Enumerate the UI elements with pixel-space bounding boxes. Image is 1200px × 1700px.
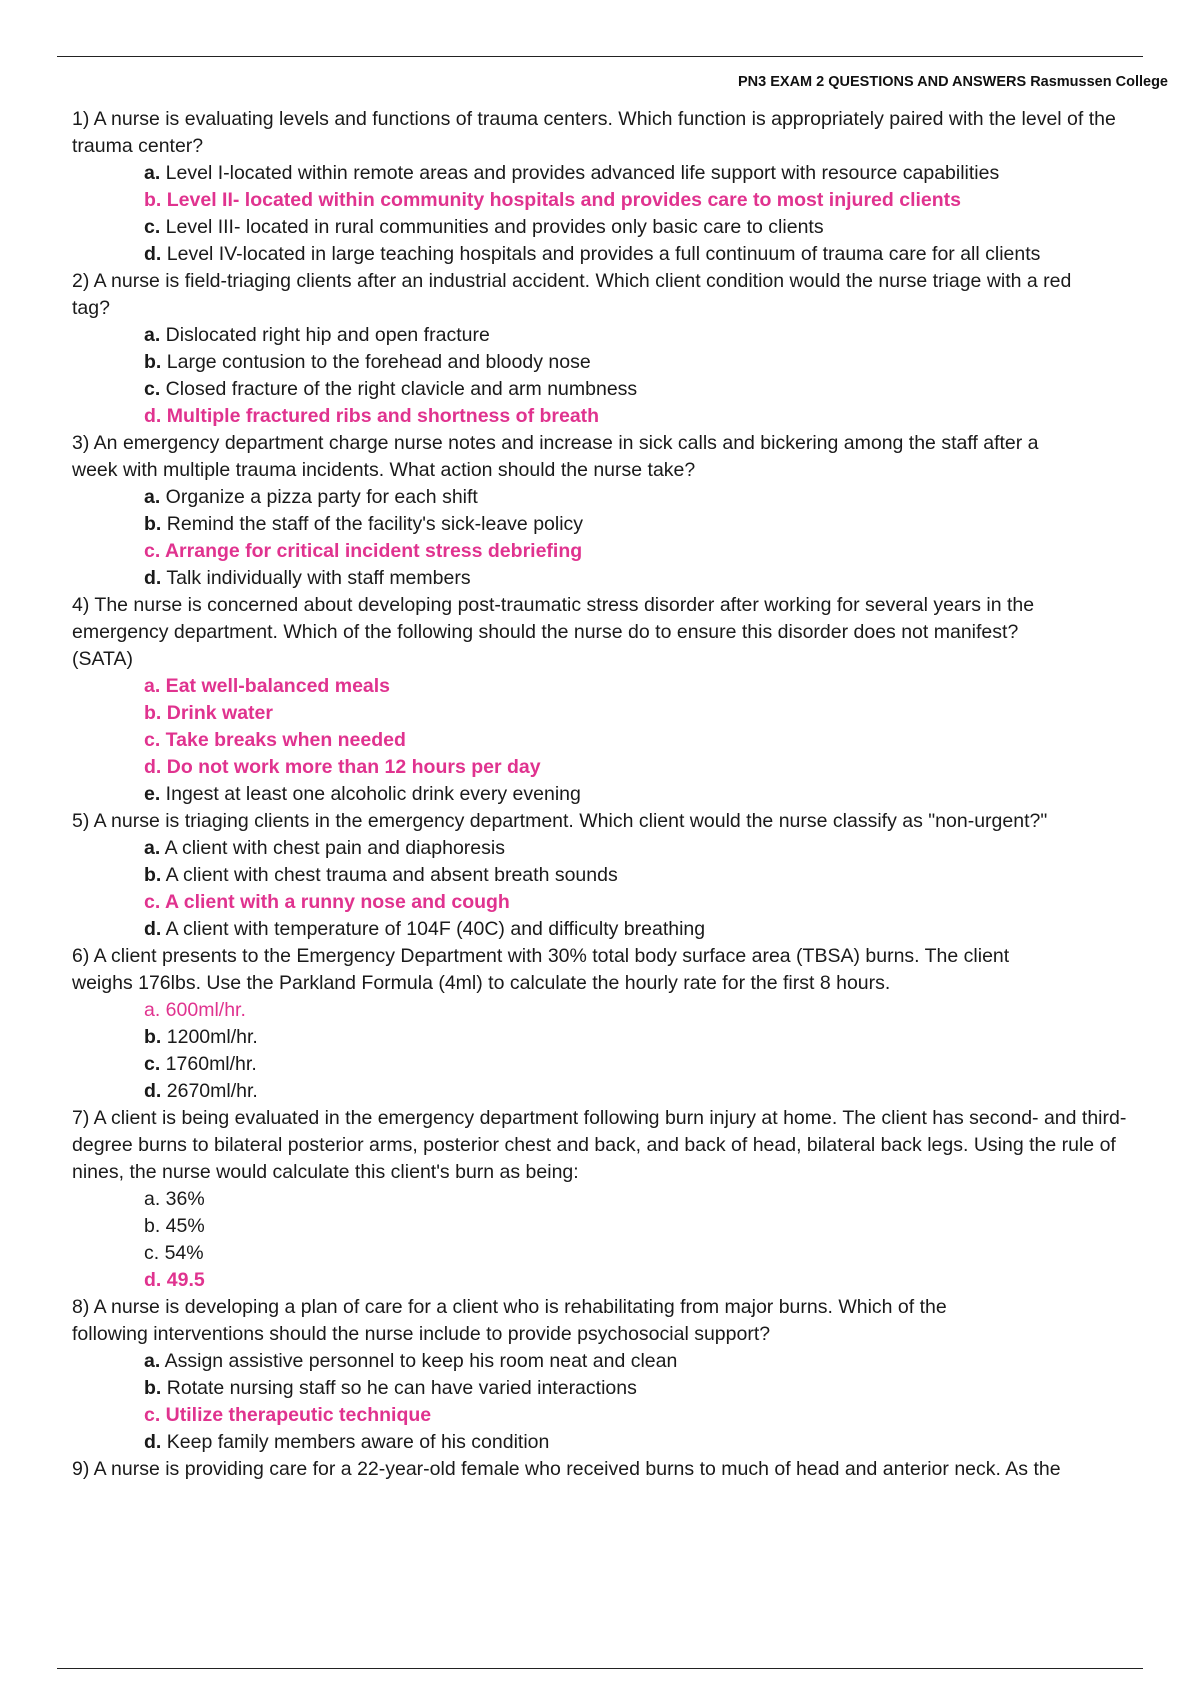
option-6d: d. 2670ml/hr. bbox=[144, 1080, 258, 1102]
option-2c: c. Closed fracture of the right clavicle and arm numbness bbox=[144, 378, 638, 400]
option-8c-answer: c. Utilize therapeutic technique bbox=[144, 1404, 432, 1426]
option-6a-answer: a. 600ml/hr. bbox=[144, 999, 246, 1021]
question-2: 2) A nurse is field-triaging clients after an industrial accident. Which client condition would the nurse triage with a red tag? bbox=[72, 270, 1072, 319]
option-4d-answer: d. Do not work more than 12 hours per day bbox=[144, 756, 541, 778]
option-3c-answer: c. Arrange for critical incident stress debriefing bbox=[144, 540, 583, 562]
option-4e: e. Ingest at least one alcoholic drink every evening bbox=[144, 783, 581, 805]
option-5d: d. A client with temperature of 104F (40C) and difficulty breathing bbox=[144, 918, 706, 940]
question-3-options bbox=[72, 484, 1132, 592]
question-5-options bbox=[72, 835, 1132, 943]
option-3d: d. Talk individually with staff members bbox=[144, 567, 471, 589]
option-2a: a. Dislocated right hip and open fracture bbox=[144, 324, 490, 346]
document-body bbox=[72, 106, 1132, 1483]
question-9: 9) A nurse is providing care for a 22-year-old female who received burns to much of head and anterior neck. As the bbox=[72, 1458, 1061, 1480]
option-7a: a. 36% bbox=[144, 1188, 205, 1210]
bottom-rule bbox=[57, 1668, 1143, 1669]
option-8b: b. Rotate nursing staff so he can have varied interactions bbox=[144, 1377, 637, 1399]
option-7d-answer: d. 49.5 bbox=[144, 1269, 205, 1291]
option-8a: a. Assign assistive personnel to keep his room neat and clean bbox=[144, 1350, 678, 1372]
option-6c: c. 1760ml/hr. bbox=[144, 1053, 257, 1075]
option-4a-answer: a. Eat well-balanced meals bbox=[144, 675, 391, 697]
option-3b: b. Remind the staff of the facility's sick-leave policy bbox=[144, 513, 584, 535]
option-7b: b. 45% bbox=[144, 1215, 205, 1237]
option-3a: a. Organize a pizza party for each shift bbox=[144, 486, 478, 508]
option-2b: b. Large contusion to the forehead and bloody nose bbox=[144, 351, 591, 373]
option-1a: a. Level I-located within remote areas and provides advanced life support with resource capabilities bbox=[144, 162, 1000, 184]
question-3: 3) An emergency department charge nurse notes and increase in sick calls and bickering among the staff after a week with multiple trauma incidents. What action should the nurse take? bbox=[72, 432, 1039, 481]
question-2-options bbox=[72, 322, 1132, 430]
question-5: 5) A nurse is triaging clients in the emergency department. Which client would the nurse classify as "non-urgent?" bbox=[72, 810, 1048, 832]
option-1b-answer: b. Level II- located within community hospitals and provides care to most injured clients bbox=[144, 189, 962, 211]
option-5b: b. A client with chest trauma and absent breath sounds bbox=[144, 864, 618, 886]
page-header: PN3 EXAM 2 QUESTIONS AND ANSWERS Rasmussen College bbox=[738, 74, 1168, 90]
option-5c-answer: c. A client with a runny nose and cough bbox=[144, 891, 510, 913]
top-rule bbox=[57, 56, 1143, 57]
option-4b-answer: b. Drink water bbox=[144, 702, 273, 724]
option-1d: d. Level IV-located in large teaching hospitals and provides a full continuum of trauma care for all clients bbox=[144, 243, 1041, 265]
option-4c-answer: c. Take breaks when needed bbox=[144, 729, 406, 751]
question-4-options bbox=[72, 673, 1132, 808]
option-2d-answer: d. Multiple fractured ribs and shortness of breath bbox=[144, 405, 600, 427]
question-7-options bbox=[72, 1186, 1132, 1294]
question-6: 6) A client presents to the Emergency Department with 30% total body surface area (TBSA) burns. The client weighs 176lbs. Use the Parkland Formula (4ml) to calculate the hourly rate for the first 8 hours. bbox=[72, 945, 1010, 994]
option-1c: c. Level III- located in rural communities and provides only basic care to clients bbox=[144, 216, 824, 238]
question-8-options bbox=[72, 1348, 1132, 1456]
option-5a: a. A client with chest pain and diaphoresis bbox=[144, 837, 505, 859]
option-8d: d. Keep family members aware of his condition bbox=[144, 1431, 550, 1453]
question-6-options bbox=[72, 997, 1132, 1105]
option-7c: c. 54% bbox=[144, 1242, 204, 1264]
question-4: 4) The nurse is concerned about developing post-traumatic stress disorder after working for several years in the emergency department. Which of the following should the nurse do to ensure this disorder does not manifest? (SATA) bbox=[72, 594, 1035, 670]
question-8: 8) A nurse is developing a plan of care for a client who is rehabilitating from major burns. Which of the following interventions should the nurse include to provide psychosocial support? bbox=[72, 1296, 947, 1345]
question-7: 7) A client is being evaluated in the emergency department following burn injury at home. The client has second- and third-degree burns to bilateral posterior arms, posterior chest and back, and back of head, bilateral back legs. Using the rule of nines, the nurse would calculate this client's burn as being: bbox=[72, 1107, 1127, 1183]
option-6b: b. 1200ml/hr. bbox=[144, 1026, 258, 1048]
question-1: 1) A nurse is evaluating levels and functions of trauma centers. Which function is appropriately paired with the level of the trauma center? bbox=[72, 108, 1116, 157]
question-1-options bbox=[72, 160, 1132, 268]
